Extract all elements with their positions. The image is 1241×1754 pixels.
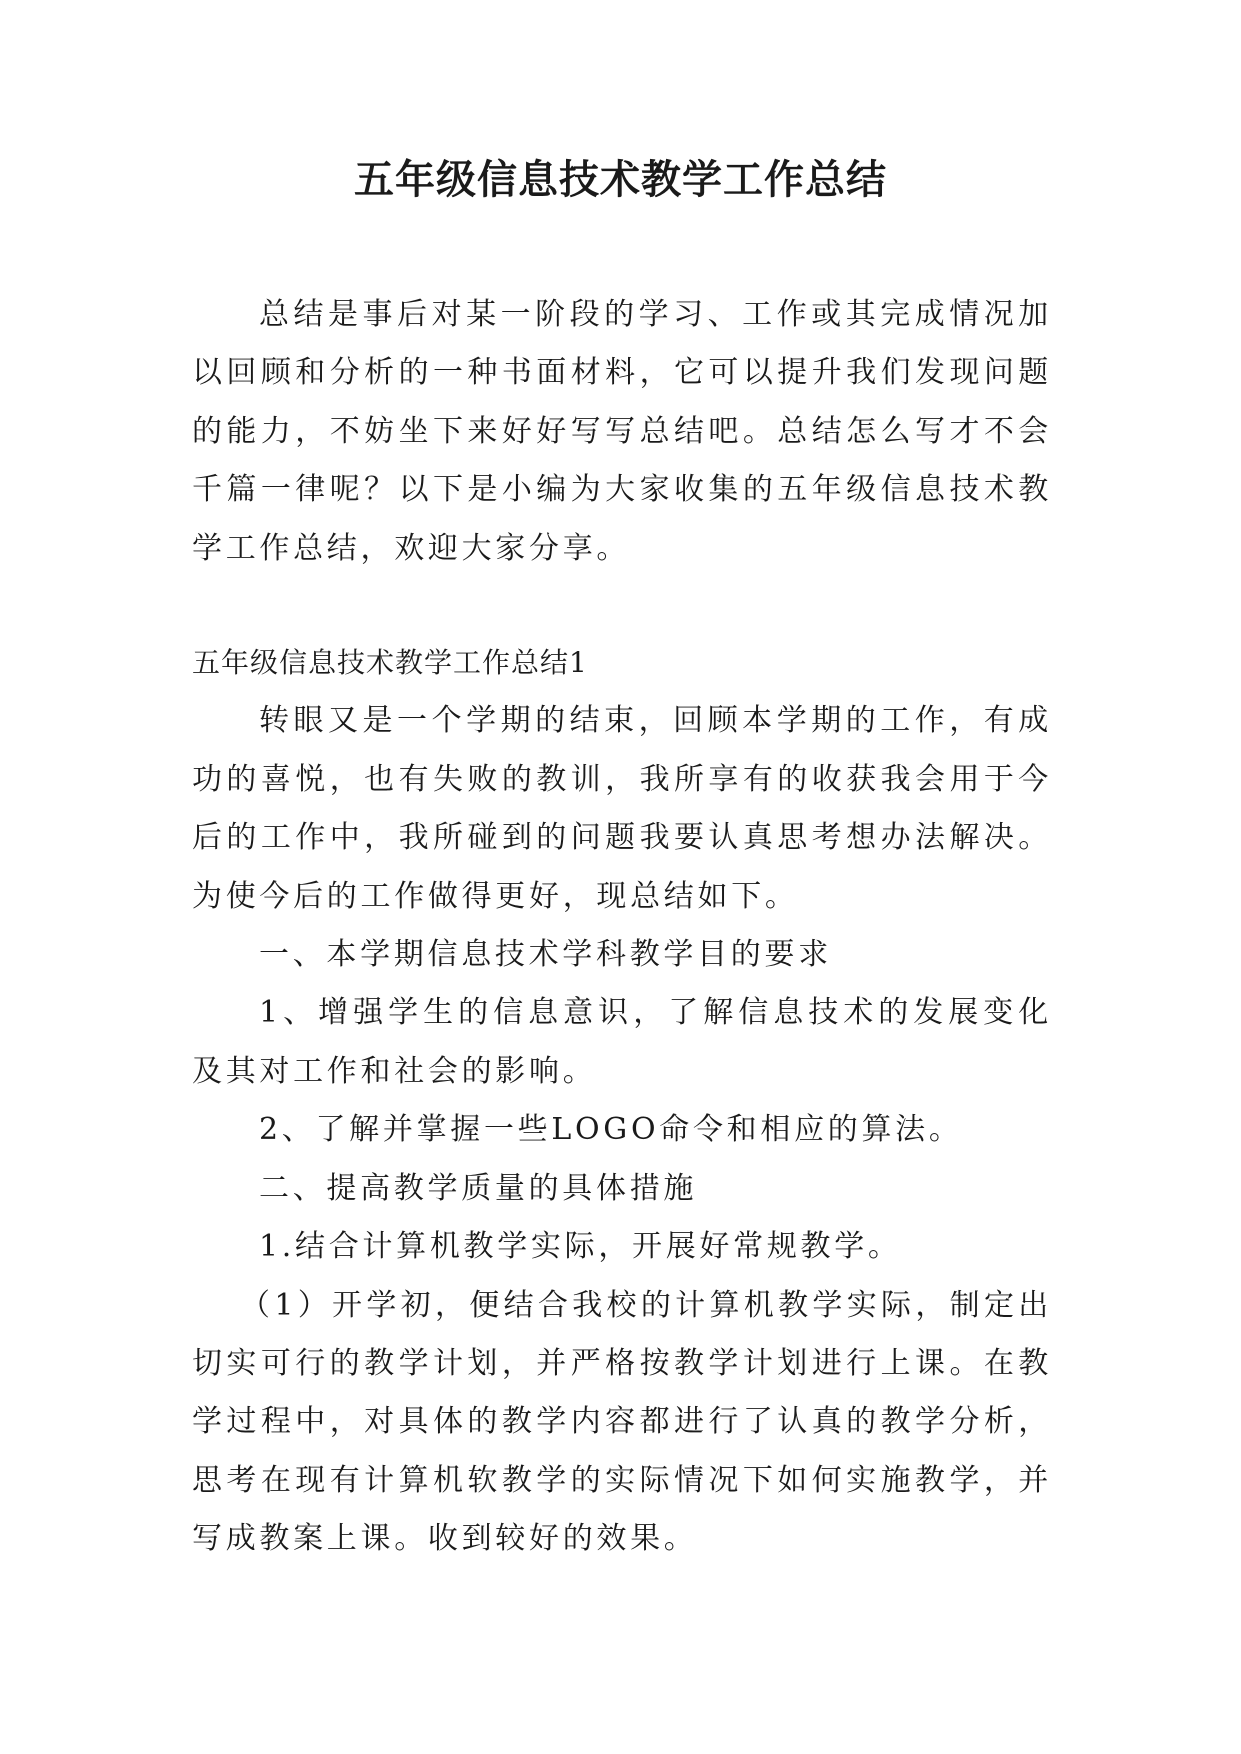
document-title: 五年级信息技术教学工作总结: [354, 157, 887, 203]
section-heading: 五年级信息技术教学工作总结1: [192, 646, 588, 680]
intro-paragraph: 总结是事后对某一阶段的学习、工作或其完成情况加以回顾和分析的一种书面材料，它可以提升我们发现问题的能力，不妨坐下来好好写写总结吧。总结怎么写才不会千篇一律呢？以下是小编为大家收集的五年级信息技术教学工作总结，欢迎大家分享。: [192, 297, 1052, 566]
body-paragraph: 一、本学期信息技术学科教学目的要求: [259, 937, 832, 973]
body-paragraph: 转眼又是一个学期的结束，回顾本学期的工作，有成功的喜悦，也有失败的教训，我所享有的收获我会用于今后的工作中，我所碰到的问题我要认真思考想办法解决。为使今后的工作做得更好，现总结如下。: [192, 703, 1052, 914]
body-paragraph: 2、了解并掌握一些LOGO命令和相应的算法。: [259, 1112, 963, 1148]
body-paragraph: 二、提高教学质量的具体措施: [259, 1170, 698, 1206]
body-paragraph: 1.结合计算机教学实际，开展好常规教学。: [259, 1229, 902, 1265]
document-body: [192, 286, 1052, 1569]
body-paragraph: （1）开学初，便结合我校的计算机教学实际，制定出切实可行的教学计划，并严格按教学计划进行上课。在教学过程中，对具体的教学内容都进行了认真的教学分析，思考在现有计算机软教学的实际情况下如何实施教学，并写成教案上课。收到较好的效果。: [192, 1287, 1052, 1557]
body-paragraph: 1、增强学生的信息意识，了解信息技术的发展变化及其对工作和社会的影响。: [192, 995, 1052, 1089]
